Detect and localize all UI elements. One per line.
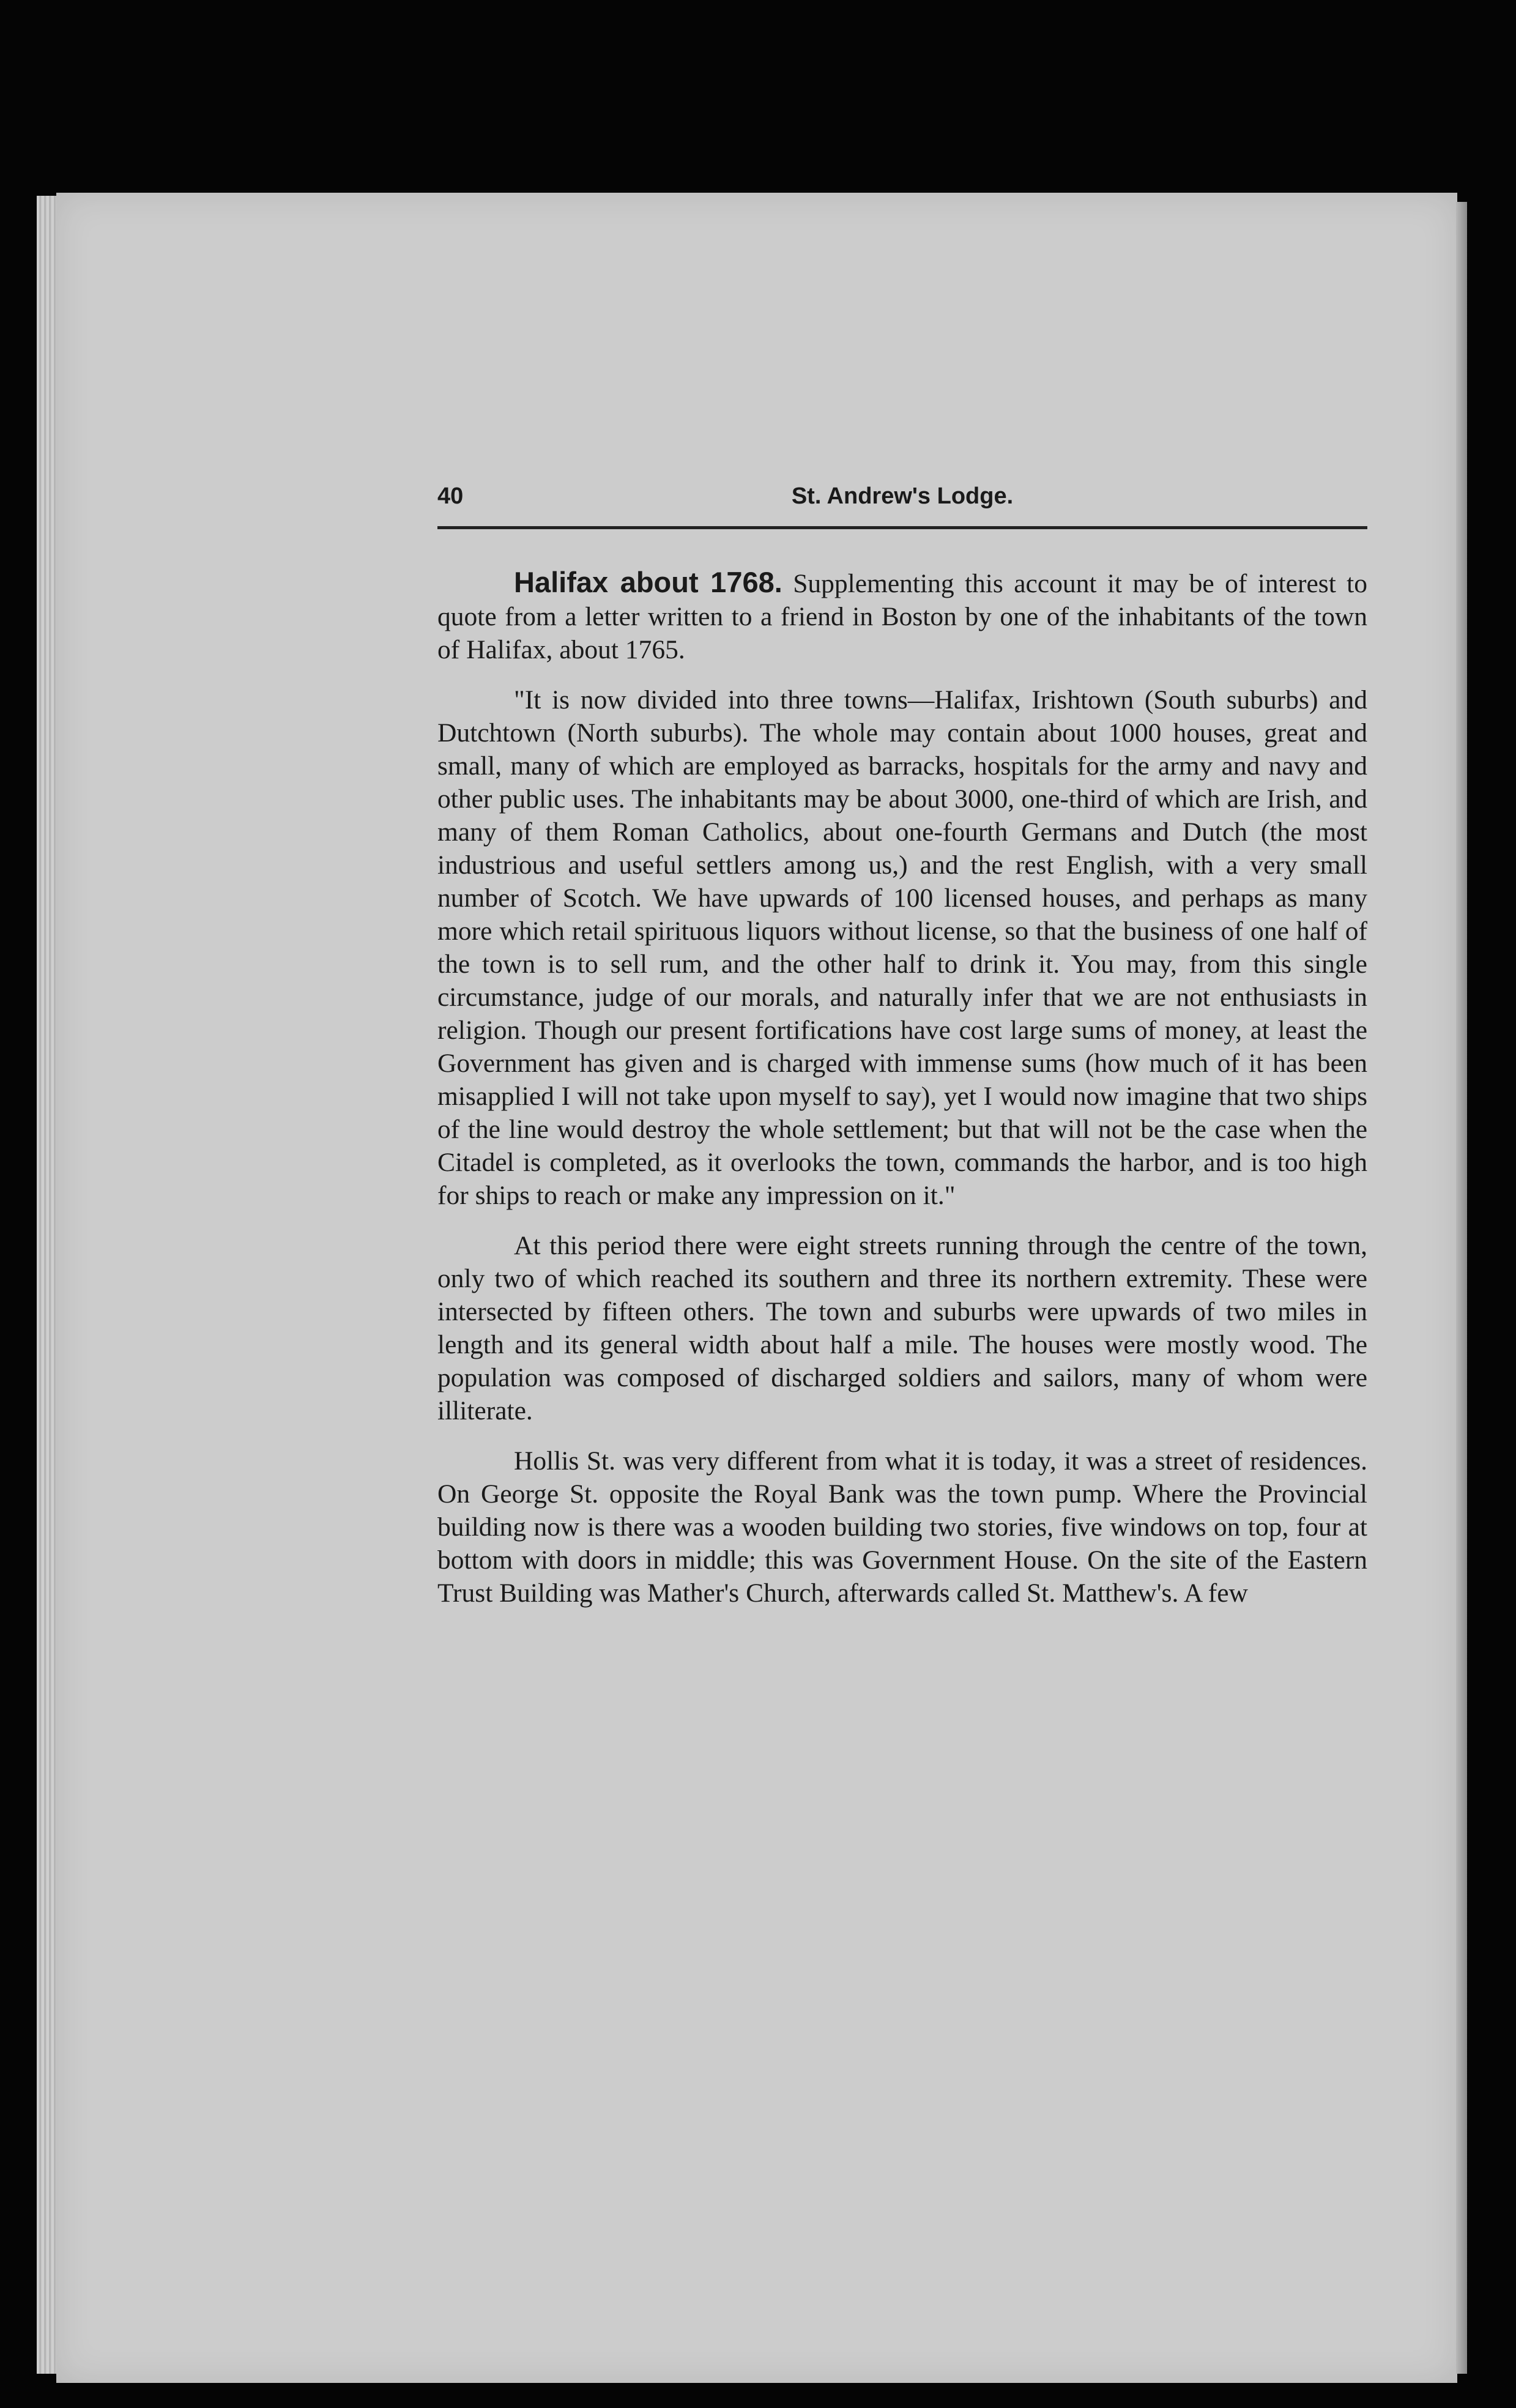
paragraph-intro-text: Supplementing this account it may be of interest to quote from a letter written to a friend in Boston by one of the inhabitants of the town of Halifax, about 1765. xyxy=(437,569,1367,664)
paragraph-streets: At this period there were eight streets running through the centre of the town, only two of which reached its southern and three its northern extremity. These were intersected by fifteen others. The town and suburbs were upwards of two miles in length and its general width about half a mile. The houses were mostly wood. The population was composed of discharged soldiers and sailors, many of whom were illiterate. xyxy=(437,1231,1367,1425)
paragraph-letter-quote: "It is now divided into three towns—Halifax, Irishtown (South suburbs) and Dutchtown (North suburbs). The whole may contain about 1000 houses, great and small, many of which are employed as barracks, hospitals for the army and navy and other public uses. The inhabitants may be about 3000, one-third of which are Irish, and many of them Roman Catholics, about one-fourth Germans and Dutch (the most industrious and useful settlers among us,) and the rest English, with a very small number of Scotch. We have upwards of 100 licensed houses, and perhaps as many more which retail spirituous liquors without license, so that the business of one half of the town is to sell rum, and the other half to drink it. You may, from this single circumstance, judge of our morals, and naturally infer that we are not enthusiasts in religion. Though our present fortifications have cost large sums of money, at least the Government has given and is charged with immense sums (how much of it has been misapplied I will not take upon myself to say), yet I would now imagine that two ships of the line would destroy the whole settlement; but that will not be the case when the Citadel is completed, as it overlooks the town, commands the harbor, and is too high for ships to reach or make any impression on it." xyxy=(437,685,1367,1210)
text-block xyxy=(437,483,1367,1627)
paragraph-hollis-st: Hollis St. was very different from what it is today, it was a street of residences. On George St. opposite the Royal Bank was the town pump. Where the Provincial building now is there was a wooden building two stories, five windows on top, four at bottom with doors in middle; this was Government House. On the site of the Eastern Trust Building was Mather's Church, afterwards called St. Matthew's. A few xyxy=(437,1446,1367,1608)
paragraph-intro xyxy=(437,566,1367,666)
page-number: 40 xyxy=(437,483,464,509)
running-title: St. Andrew's Lodge. xyxy=(791,483,1014,509)
running-head xyxy=(437,483,1367,526)
header-rule xyxy=(437,526,1367,529)
section-heading: Halifax about 1768. xyxy=(514,566,782,598)
page-gutter-shadow xyxy=(1456,202,1467,2374)
